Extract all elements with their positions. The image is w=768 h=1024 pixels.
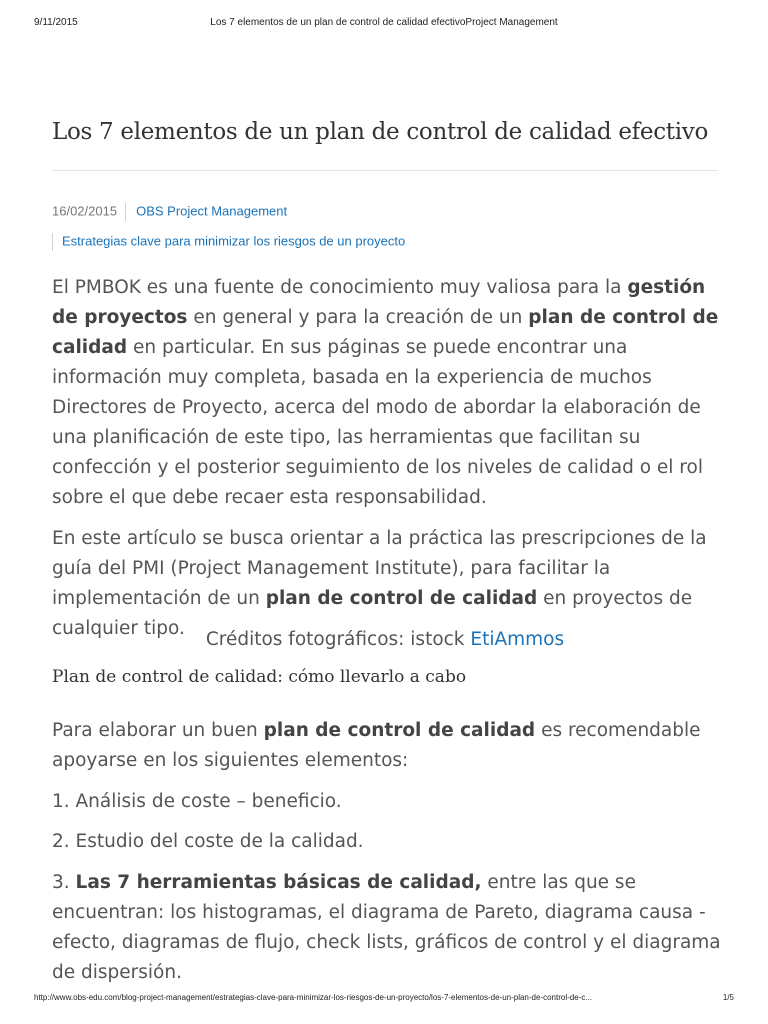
p2-bold-1: plan de control de calidad (265, 588, 538, 609)
credits-link[interactable]: EtiAmmos (470, 629, 565, 650)
list-item-2-text: 2. Estudio del coste de la calidad. (52, 831, 364, 852)
list-item-1-text: 1. Análisis de coste – beneficio. (52, 791, 342, 812)
publish-date: 16/02/2015 (52, 203, 118, 219)
author-link[interactable]: OBS Project Management (136, 203, 288, 219)
print-header (34, 17, 734, 31)
section-subheading: Plan de control de calidad: cómo llevarlo a cabo (52, 667, 467, 687)
credits-text: Créditos fotográficos: istock (205, 629, 471, 650)
paragraph-3 (52, 716, 722, 776)
print-document-title: Los 7 elementos de un plan de control de calidad efectivoProject Management (210, 17, 558, 28)
category-link[interactable]: Estrategias clave para minimizar los riesgos de un proyecto (62, 233, 406, 249)
category-separator (52, 233, 53, 251)
paragraph-1 (52, 273, 722, 513)
print-url: http://www.obs-edu.com/blog-project-management/estrategias-clave-para-minimizar-los-riesgos-de-un-proyecto/los-7-elementos-de-un-plan-de-control-de-c... (34, 993, 593, 1002)
article-category (52, 233, 405, 251)
print-date: 9/11/2015 (34, 17, 78, 28)
list-item-3-number: 3. (52, 872, 76, 893)
list-item-3-bold: Las 7 herramientas básicas de calidad, (75, 872, 482, 893)
list-item-3-text: entre las que se encuentran: los histogramas, el diagrama de Pareto, diagrama causa -efecto, diagramas de flujo, check lists, gráficos de control y el diagrama de dispersión. (52, 872, 721, 983)
print-footer (34, 993, 734, 1005)
p2-text-1: En este artículo se busca orientar a la práctica las prescripciones de la guía del PMI (Project Management Institute), para facilitar la implementación de un (52, 528, 707, 609)
article-meta (52, 203, 287, 221)
article-title: Los 7 elementos de un plan de control de calidad efectivo (52, 119, 709, 145)
list-item (52, 868, 722, 988)
p1-bold-1: gestión de proyectos (52, 277, 706, 328)
p1-text-2: en general y para la creación de un (187, 307, 529, 328)
p2-text-2: en proyectos de cualquier tipo. (52, 588, 693, 639)
p3-text-2: es recomendable apoyarse en los siguientes elementos: (52, 720, 701, 771)
meta-separator (125, 203, 126, 221)
list-item (52, 827, 722, 857)
p1-bold-2: plan de control de calidad (52, 307, 719, 358)
p1-text-1: El PMBOK es una fuente de conocimiento muy valiosa para la (52, 277, 628, 298)
title-divider (52, 170, 718, 171)
list-item (52, 787, 722, 817)
page-number: 1/5 (722, 993, 734, 1002)
p3-bold-1: plan de control de calidad (263, 720, 536, 741)
photo-credits (52, 625, 718, 655)
p1-text-3: en particular. En sus páginas se puede encontrar una información muy completa, basada en la experiencia de muchos Directores de Proyecto, acerca del modo de abordar la elaboración de una planificación de este tipo, las herramientas que facilitan su confección y el posterior seguimiento de los niveles de calidad o el rol sobre el que debe recaer esta responsabilidad. (52, 337, 703, 508)
p3-text-1: Para elaborar un buen (52, 720, 264, 741)
